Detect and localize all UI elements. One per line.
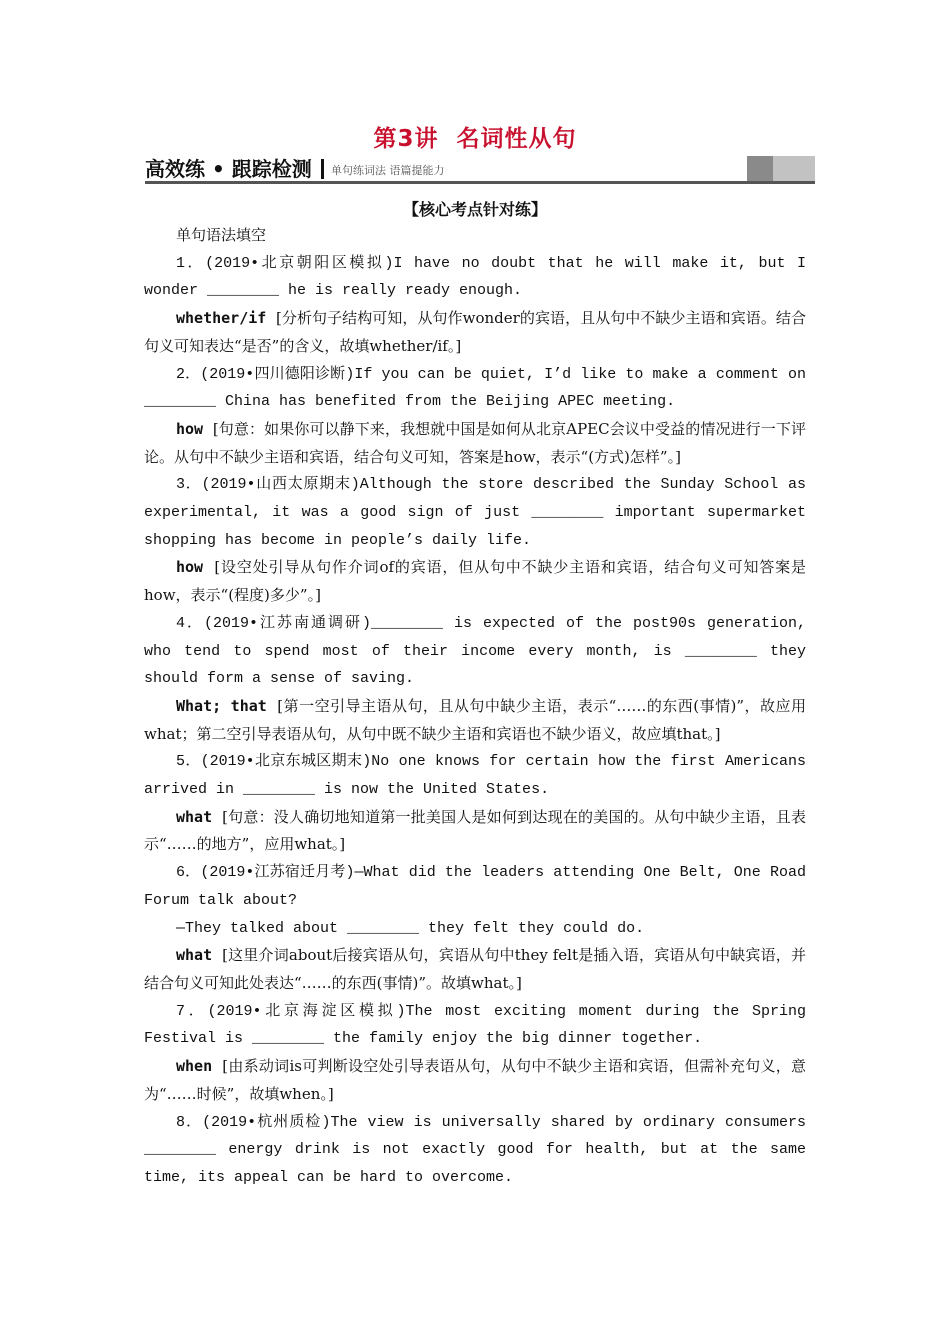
answer-block-4	[144, 693, 806, 748]
lesson-title	[0, 120, 950, 153]
answer-block-2	[144, 416, 806, 471]
explanation-3: [设空处引导从句作介词of的宾语，但从句中不缺少主语和宾语，结合句义可知答案是how，表示“(程度)多少”。]	[144, 558, 806, 605]
question-stem-7: 7．(2019•北京海淀区模拟)The most exciting moment during the Spring Festival is ________ the family enjoy the big dinner together.	[144, 1002, 806, 1048]
answer-7: when	[176, 1057, 213, 1076]
lesson-number: 第3讲	[373, 126, 439, 152]
lesson-topic: 名词性从句	[456, 126, 577, 152]
explanation-6: [这里介词about后接宾语从句，宾语从句中they felt是插入语，宾语从句中缺宾语，并结合句义可知此处表达“……的东西(事情)”。故填what。]	[144, 946, 806, 992]
answer-block-7	[144, 1053, 806, 1108]
question-stem-5: 5．(2019•北京东城区期末)No one knows for certain how the first Americans arrived in ________ is now the United States.	[144, 753, 806, 799]
banner-rule	[145, 181, 815, 184]
explanation-5: [句意：没人确切地知道第一批美国人是如何到达现在的美国的。从句中缺少主语，且表示“……的地方”，应用what。]	[144, 807, 806, 854]
answer-2: how	[176, 419, 204, 438]
banner-subtitle: 单句练词法 语篇提能力	[331, 164, 445, 177]
answer-block-6	[144, 942, 806, 997]
question-stem-8: 8．(2019•杭州质检)The view is universally shared by ordinary consumers ________ energy drink is not exactly good for health, but at the same time, its appeal can be hard to overcome.	[144, 1113, 806, 1186]
question-stem-6: 6．(2019•江苏宿迁月考)—What did the leaders attending One Belt, One Road Forum talk about?	[144, 864, 806, 909]
question-stem-3: 3．(2019•山西太原期末)Although the store described the Sunday School as experimental, it was a good sign of just ________ important supermarket shopping has become in people’s daily life.	[144, 476, 806, 549]
explanation-2: [句意：如果你可以静下来，我想就中国是如何从北京APEC会议中受益的情况进行一下评论。从句中不缺少主语和宾语，结合句义可知，答案是how，表示“(方式)怎样”。]	[144, 419, 806, 466]
explanation-7: [由系动词is可判断设空处引导表语从句，从句中不缺少主语和宾语，但需补充句义，意为“……时候”，故填when。]	[144, 1057, 806, 1103]
answer-5: what	[176, 807, 213, 826]
exercise-content	[144, 222, 806, 1192]
question-stem-6-reply: —They talked about ________ they felt they could do.	[176, 919, 645, 937]
section-heading: 【核心考点针对练】	[402, 200, 547, 219]
banner-decor-dark	[747, 156, 773, 181]
question-stem-1: 1．(2019•北京朝阳区模拟)I have no doubt that he will make it, but I wonder ________ he is really ready enough.	[144, 254, 806, 300]
banner-main-text: 高效练 • 跟踪检测	[145, 157, 312, 181]
section-banner	[145, 156, 815, 186]
exercise-intro: 单句语法填空	[176, 226, 267, 244]
question-stem-2: 2．(2019•四川德阳诊断)If you can be quiet, I’d like to make a comment on ________ China has benefited from the Beijing APEC meeting.	[144, 365, 806, 411]
answer-4: What; that	[176, 696, 267, 715]
answer-block-3	[144, 554, 806, 609]
explanation-1: [分析句子结构可知，从句作wonder的宾语，且从句中不缺少主语和宾语。结合句义可知表达“是否”的含义，故填whether/if。]	[144, 309, 806, 355]
explanation-4: [第一空引导主语从句，且从句中缺少主语，表示“……的东西(事情)”，故应用what；第二空引导表语从句，从句中既不缺少主语和宾语也不缺少语义，故应填that。]	[144, 696, 806, 743]
answer-3: how	[176, 558, 204, 577]
answer-6: what	[176, 946, 213, 965]
answer-block-5	[144, 804, 806, 859]
banner-decor-light	[773, 156, 815, 181]
answer-1: whether/if	[176, 309, 267, 328]
banner-divider	[321, 159, 324, 179]
question-stem-4: 4．(2019•江苏南通调研)________ is expected of the post90s generation, who tend to spend most of their income every month, is ________ they should form a sense of saving.	[144, 614, 806, 688]
answer-block-1	[144, 305, 806, 360]
